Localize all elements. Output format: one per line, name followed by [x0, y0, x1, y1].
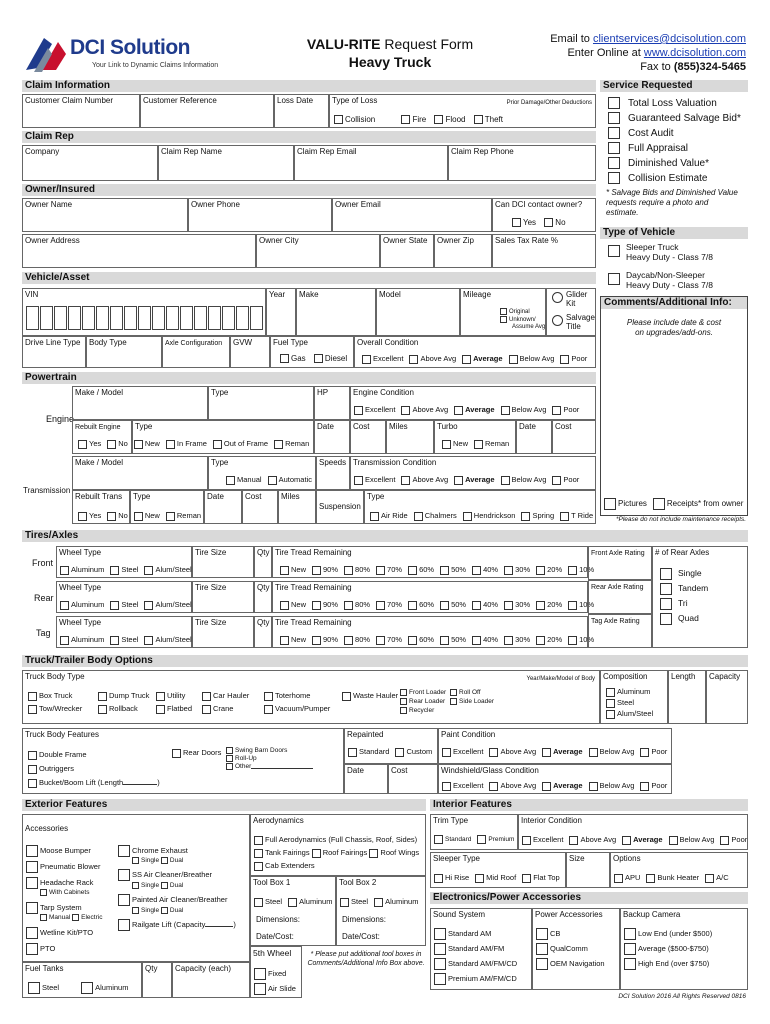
- truck-body-type: Truck Body Type Year/Make/Model of Body: [22, 670, 600, 724]
- mileage-options: Original Unknown/ Assume Avg: [500, 308, 545, 331]
- fuel-gas[interactable]: Gas: [280, 353, 306, 365]
- contact-owner-options: [512, 217, 572, 229]
- engine-below-avg[interactable]: Below Avg: [501, 404, 547, 416]
- powertrain-heading: Powertrain: [22, 372, 596, 384]
- rebuilt-engine-options: [78, 438, 315, 450]
- exterior-heading: Exterior Features: [22, 799, 426, 811]
- loss-theft[interactable]: Theft: [474, 114, 503, 126]
- service-heading: Service Requested: [600, 80, 748, 92]
- toolbox1-material: Steel Aluminum: [254, 896, 338, 908]
- engine-cost-field[interactable]: Cost: [350, 420, 386, 454]
- owner-address-field[interactable]: Owner Address: [22, 234, 256, 268]
- rear-doors-suboptions: Swing Barn Doors Roll-Up Other: [226, 747, 313, 772]
- aero-options: Full Aerodynamics (Full Chassis, Roof, Sides) Tank Fairings Roof Fairings Roof Wings Cab Extenders: [254, 833, 419, 872]
- toolbox2-material: Steel Aluminum: [340, 896, 424, 908]
- vin-boxes[interactable]: [26, 306, 264, 330]
- fuel-tank-capacity[interactable]: Capacity (each): [172, 962, 250, 998]
- rep-phone-field[interactable]: Claim Rep Phone: [448, 145, 596, 181]
- turbo-date-field[interactable]: Date: [516, 420, 552, 454]
- axles-quad[interactable]: Quad: [660, 611, 708, 626]
- body-heading: Truck/Trailer Body Options: [22, 655, 748, 667]
- logo: [22, 34, 232, 74]
- rebuilt-engine-type-field: Type: [132, 420, 314, 454]
- loss-types: [334, 114, 509, 126]
- pictures-checkbox[interactable]: Pictures: [604, 498, 647, 510]
- contact-info: Email to clientservices@dcisolution.com Enter Online at www.dcisolution.com Fax to (855)324-5465: [550, 33, 746, 73]
- axle-config-field[interactable]: Axle Configuration: [162, 336, 230, 368]
- trim-options: Standard Premium: [434, 834, 520, 846]
- power-options: CB QualComm OEM Navigation: [536, 926, 605, 971]
- body-features-options: Double Frame Outriggers Bucket/Boom Lift (Length ): [28, 748, 160, 790]
- overall-condition-field: Overall Condition: [354, 336, 596, 368]
- rebuilt-trans-new[interactable]: New: [134, 510, 160, 522]
- trans-make-field[interactable]: Make / Model: [72, 456, 208, 490]
- tag-wheel-type: Wheel Type: [56, 616, 192, 648]
- tag-tire-size[interactable]: Tire Size: [192, 616, 254, 648]
- front-axle-rating[interactable]: Front Axle Rating: [588, 546, 652, 580]
- contact-owner-field: Can DCI contact owner?: [492, 198, 596, 232]
- customer-ref-field[interactable]: Customer Reference: [140, 94, 274, 128]
- aero-field: Aerodynamics: [250, 814, 426, 876]
- engine-type-field[interactable]: Type: [208, 386, 314, 420]
- glider-kit-option[interactable]: Glider Kit: [552, 290, 587, 308]
- susp-spring[interactable]: Spring: [521, 510, 554, 522]
- length-field[interactable]: Length: [668, 670, 706, 724]
- sound-system-field: Sound System: [430, 908, 532, 990]
- num-rear-axles-options: [660, 566, 708, 626]
- loss-flood[interactable]: Flood: [434, 114, 465, 126]
- attachments-options: [604, 498, 749, 510]
- vin-field[interactable]: VIN: [22, 288, 266, 336]
- receipts-note: *Please do not include maintenance receipts.: [616, 516, 747, 523]
- power-accessories-field: Power Accessories: [532, 908, 620, 990]
- service-collision[interactable]: Collision Estimate: [608, 171, 741, 186]
- turbo-field: Turbo: [434, 420, 516, 454]
- owner-heading: Owner/Insured: [22, 184, 596, 196]
- front-tread-options: New 90% 80% 70% 60% 50% 40% 30% 20% 10%: [280, 564, 600, 576]
- overall-poor[interactable]: Poor: [560, 353, 587, 365]
- form-title: VALU-RITE Request Form Heavy Truck: [306, 36, 474, 70]
- toolbox-note: * Please put additional tool boxes in Comments/Additional Info Box above.: [307, 951, 425, 967]
- loss-date-field[interactable]: Loss Date: [274, 94, 329, 128]
- drive-line-field[interactable]: Drive Line Type: [22, 336, 86, 368]
- service-diminished[interactable]: Diminished Value*: [608, 156, 741, 171]
- tag-tread: Tire Tread Remaining: [272, 616, 588, 648]
- front-qty[interactable]: Qty: [254, 546, 272, 578]
- repaint-cost-field[interactable]: Cost: [388, 764, 438, 794]
- fuel-type-field: Fuel Type: [270, 336, 354, 368]
- trans-manual[interactable]: Manual: [226, 474, 262, 486]
- rear-tread: Tire Tread Remaining: [272, 581, 588, 613]
- engine-miles-field[interactable]: Miles: [386, 420, 434, 454]
- trans-cost-field[interactable]: Cost: [242, 490, 278, 524]
- fifth-wheel-options: Fixed Air Slide: [254, 966, 296, 996]
- rear-tread-options: New 90% 80% 70% 60% 50% 40% 30% 20% 10%: [280, 599, 600, 611]
- engine-label: Engine: [46, 414, 75, 424]
- body-features-field: Truck Body Features: [22, 728, 344, 794]
- owner-state-field[interactable]: Owner State: [380, 234, 434, 268]
- trans-condition-field: Transmission Condition: [350, 456, 596, 490]
- receipts-checkbox[interactable]: Receipts* from owner: [653, 498, 743, 510]
- salvage-title-option[interactable]: Salvage Title: [552, 313, 595, 331]
- rear-qty[interactable]: Qty: [254, 581, 272, 613]
- company-field[interactable]: Company: [22, 145, 158, 181]
- rear-tire-size[interactable]: Tire Size: [192, 581, 254, 613]
- owner-zip-field[interactable]: Owner Zip: [434, 234, 492, 268]
- toolbox2-field: Tool Box 2: [336, 876, 426, 946]
- owner-email-field[interactable]: Owner Email: [332, 198, 492, 232]
- front-tread: Tire Tread Remaining: [272, 546, 588, 578]
- toolbox1-date-cost[interactable]: Date/Cost:: [256, 932, 294, 941]
- trans-miles-field[interactable]: Miles: [278, 490, 316, 524]
- type-vehicle-heading: Type of Vehicle: [600, 227, 748, 239]
- turbo-options: [442, 438, 515, 450]
- owner-name-field[interactable]: Owner Name: [22, 198, 188, 232]
- rebuilt-engine-field: Rebuilt Engine: [72, 420, 132, 454]
- type-daycab[interactable]: Daycab/Non-Sleeper Heavy Duty - Class 7/8: [608, 270, 713, 294]
- comments-heading: Comments/Additional Info:: [601, 297, 747, 309]
- toolbox2-dimensions[interactable]: Dimensions:: [342, 915, 387, 924]
- rebuilt-trans-reman[interactable]: Reman: [166, 510, 201, 522]
- service-salvage-bid[interactable]: Guaranteed Salvage Bid*: [608, 111, 741, 126]
- logo-mark: [22, 34, 68, 74]
- type-sleeper[interactable]: Sleeper Truck Heavy Duty - Class 7/8: [608, 242, 713, 266]
- rebuilt-engine-new[interactable]: New: [134, 438, 160, 450]
- rebuilt-engine-out-frame[interactable]: Out of Frame: [213, 438, 268, 450]
- rep-name-field[interactable]: Claim Rep Name: [158, 145, 294, 181]
- rebuilt-engine-reman[interactable]: Reman: [274, 438, 309, 450]
- year-field[interactable]: Year: [266, 288, 296, 336]
- contact-no[interactable]: No: [544, 217, 565, 229]
- tag-axle-rating[interactable]: Tag Axle Rating: [588, 614, 652, 648]
- email-link[interactable]: clientservices@dcisolution.com: [592, 33, 746, 45]
- sound-options: Standard AM Standard AM/FM Standard AM/FM/CD Premium AM/FM/CD: [434, 926, 517, 986]
- engine-condition-field: Engine Condition: [350, 386, 596, 420]
- rebuilt-trans-field: Rebuilt Trans: [72, 490, 130, 524]
- turbo-cost-field[interactable]: Cost: [552, 420, 596, 454]
- windshield-options: Excellent Above Avg Average Below Avg Poor: [442, 780, 673, 792]
- mileage-original[interactable]: Original: [500, 308, 545, 316]
- gvw-field[interactable]: GVW: [230, 336, 270, 368]
- engine-above-avg[interactable]: Above Avg: [401, 404, 448, 416]
- claim-info-heading: Claim Information: [22, 80, 596, 92]
- customer-claim-field[interactable]: Customer Claim Number: [22, 94, 140, 128]
- footer: DCI Solution 2016 All Rights Reserved 0816: [618, 993, 746, 1000]
- repainted-field: Repainted: [344, 728, 438, 764]
- trans-poor[interactable]: Poor: [552, 474, 579, 486]
- interior-heading: Interior Features: [430, 799, 748, 811]
- overall-above-avg[interactable]: Above Avg: [409, 353, 456, 365]
- logo-tagline: Your Link to Dynamic Claims Information: [92, 62, 219, 69]
- options-checkboxes: APU Bunk Heater A/C: [614, 872, 735, 884]
- fuel-tank-qty[interactable]: Qty: [142, 962, 172, 998]
- make-field[interactable]: Make: [296, 288, 376, 336]
- vehicle-heading: Vehicle/Asset: [22, 272, 596, 284]
- fifth-wheel-field: 5th Wheel: [250, 946, 302, 998]
- logo-name: DCI Solution: [70, 36, 190, 59]
- susp-hendrickson[interactable]: Hendrickson: [463, 510, 516, 522]
- engine-condition-options: [354, 404, 585, 416]
- service-total-loss[interactable]: Total Loss Valuation: [608, 96, 741, 111]
- type-vehicle-options: [608, 242, 713, 294]
- owner-city-field[interactable]: Owner City: [256, 234, 380, 268]
- trans-condition-options: [354, 474, 585, 486]
- rear-wheel-options: Aluminum Steel Alum/Steel: [60, 599, 198, 611]
- suspension-label-cell: Suspension: [316, 490, 364, 524]
- toolbox2-date-cost[interactable]: Date/Cost:: [342, 932, 380, 941]
- toolbox1-field: Tool Box 1: [250, 876, 336, 946]
- trans-automatic[interactable]: Automatic: [268, 474, 312, 486]
- rear-label: Rear: [34, 593, 54, 603]
- windshield-field: Windshield/Glass Condition: [438, 764, 672, 794]
- body-type-field[interactable]: Body Type: [86, 336, 162, 368]
- interior-condition-options: Excellent Above Avg Average Below Avg Poor: [522, 834, 753, 846]
- loss-fire[interactable]: Fire: [401, 114, 426, 126]
- rebuilt-engine-no[interactable]: No: [107, 438, 128, 450]
- rebuilt-trans-type-field: Type: [130, 490, 204, 524]
- contact-yes[interactable]: Yes: [512, 217, 536, 229]
- type-of-loss-field: Type of Loss Prior Damage/Other Deductions: [329, 94, 596, 128]
- fuel-tanks-field: Fuel Tanks: [22, 962, 142, 998]
- rebuilt-trans-no[interactable]: No: [107, 510, 128, 522]
- tires-heading: Tires/Axles: [22, 530, 748, 542]
- composition-options: Aluminum Steel Alum/Steel: [606, 686, 653, 719]
- suspension-type-field: Type: [364, 490, 596, 524]
- accessories-left: Moose Bumper Pneumatic Blower Headache Rack With Cabinets Tarp System Manual Electric Wetline Kit/PTO PTO: [26, 845, 102, 959]
- electronics-heading: Electronics/Power Accessories: [430, 892, 748, 904]
- trans-excellent[interactable]: Excellent: [354, 474, 395, 486]
- composition-field: Composition: [600, 670, 668, 724]
- axles-tandem[interactable]: Tandem: [660, 581, 708, 596]
- fuel-diesel[interactable]: Diesel: [314, 353, 347, 365]
- susp-chalmers[interactable]: Chalmers: [414, 510, 457, 522]
- rep-email-field[interactable]: Claim Rep Email: [294, 145, 448, 181]
- accessories-field: Accessories: [22, 814, 250, 962]
- toolbox1-dimensions[interactable]: Dimensions:: [256, 915, 301, 924]
- trans-above-avg[interactable]: Above Avg: [401, 474, 448, 486]
- loss-collision[interactable]: Collision: [334, 114, 375, 126]
- overall-condition-options: [362, 353, 593, 365]
- trans-date-field[interactable]: Date: [204, 490, 242, 524]
- tag-qty[interactable]: Qty: [254, 616, 272, 648]
- rebuilt-engine-yes[interactable]: Yes: [78, 438, 101, 450]
- interior-condition-field: Interior Condition: [518, 814, 748, 850]
- engine-excellent[interactable]: Excellent: [354, 404, 395, 416]
- axles-tri[interactable]: Tri: [660, 596, 708, 611]
- rebuilt-trans-options: [78, 510, 207, 522]
- susp-t-ride[interactable]: T Ride: [560, 510, 593, 522]
- tag-label: Tag: [36, 628, 51, 638]
- comments-note: Please include date & cost on upgrades/add-ons.: [626, 318, 722, 337]
- capacity-field[interactable]: Capacity: [706, 670, 748, 724]
- rear-wheel-type: Wheel Type: [56, 581, 192, 613]
- service-cost-audit[interactable]: Cost Audit: [608, 126, 741, 141]
- sales-tax-field[interactable]: Sales Tax Rate %: [492, 234, 596, 268]
- front-wheel-type: Wheel Type: [56, 546, 192, 578]
- mileage-field[interactable]: Mileage: [460, 288, 546, 336]
- susp-air-ride[interactable]: Air Ride: [370, 510, 408, 522]
- turbo-reman[interactable]: Reman: [474, 438, 509, 450]
- fuel-options: [280, 353, 353, 365]
- website-link[interactable]: www.dcisolution.com: [643, 47, 746, 59]
- trim-type-field: Trim Type: [430, 814, 518, 850]
- overall-average[interactable]: Average: [462, 353, 502, 365]
- tag-tread-options: New 90% 80% 70% 60% 50% 40% 30% 20% 10%: [280, 634, 600, 646]
- hp-field[interactable]: HP: [314, 386, 350, 420]
- tag-wheel-options: Aluminum Steel Alum/Steel: [60, 634, 198, 646]
- front-tire-size[interactable]: Tire Size: [192, 546, 254, 578]
- trans-average[interactable]: Average: [454, 474, 494, 486]
- overall-below-avg[interactable]: Below Avg: [509, 353, 555, 365]
- engine-make-field[interactable]: Make / Model: [72, 386, 208, 420]
- service-note: * Salvage Bids and Diminished Value requests require a photo and estimate.: [606, 188, 738, 217]
- overall-excellent[interactable]: Excellent: [362, 353, 403, 365]
- mileage-unknown[interactable]: Unknown/: [500, 316, 545, 324]
- trans-below-avg[interactable]: Below Avg: [501, 474, 547, 486]
- owner-phone-field[interactable]: Owner Phone: [188, 198, 332, 232]
- options-field: Options: [610, 852, 748, 888]
- axles-single[interactable]: Single: [660, 566, 708, 581]
- paint-condition-options: Excellent Above Avg Average Below Avg Poor: [442, 746, 673, 758]
- claim-rep-heading: Claim Rep: [22, 131, 596, 143]
- engine-average[interactable]: Average: [454, 404, 494, 416]
- rear-axle-rating[interactable]: Rear Axle Rating: [588, 580, 652, 614]
- accessories-right: Chrome Exhaust Single Dual SS Air Cleaner/Breather Single Dual Painted Air Cleaner/Breather Single Dual Railgate Lift (Capacity ): [118, 845, 236, 931]
- repainted-options: Standard Custom: [348, 746, 438, 758]
- camera-options: Low End (under $500) Average ($500-$750) High End (over $750): [624, 926, 712, 971]
- sleeper-options: Hi Rise Mid Roof Flat Top: [434, 872, 566, 884]
- repaint-date-field[interactable]: Date: [344, 764, 388, 794]
- sleeper-size-field[interactable]: Size: [566, 852, 610, 888]
- body-type-options: Box Truck Dump Truck Utility Car Hauler Toterhome Waste Hauler Tow/Wrecker Rollback Flatbed Crane Vacuum/Pumper: [28, 689, 400, 715]
- rear-doors-option: Rear Doors: [172, 748, 221, 758]
- rebuilt-trans-yes[interactable]: Yes: [78, 510, 101, 522]
- trans-type-field: Type: [208, 456, 316, 490]
- loader-options: Front Loader Roll Off Rear Loader Side Loader Recycler: [400, 688, 494, 715]
- model-field[interactable]: Model: [376, 288, 460, 336]
- transmission-label: Transmission: [23, 486, 71, 495]
- num-rear-axles: # of Rear Axles: [652, 546, 748, 648]
- speeds-field[interactable]: Speeds: [316, 456, 350, 490]
- service-options: [608, 96, 741, 186]
- backup-camera-field: Backup Camera: [620, 908, 748, 990]
- fuel-tanks-material: Steel Aluminum: [28, 982, 134, 994]
- service-full-appraisal[interactable]: Full Appraisal: [608, 141, 741, 156]
- sleeper-type-field: Sleeper Type: [430, 852, 566, 888]
- engine-date-field[interactable]: Date: [314, 420, 350, 454]
- engine-poor[interactable]: Poor: [552, 404, 579, 416]
- rebuilt-engine-in-frame[interactable]: In Frame: [166, 438, 207, 450]
- suspension-options: [370, 510, 599, 522]
- paint-condition-field: Paint Condition: [438, 728, 672, 764]
- front-wheel-options: Aluminum Steel Alum/Steel: [60, 564, 198, 576]
- trans-type-options: [226, 474, 318, 486]
- front-label: Front: [32, 558, 54, 568]
- turbo-new[interactable]: New: [442, 438, 468, 450]
